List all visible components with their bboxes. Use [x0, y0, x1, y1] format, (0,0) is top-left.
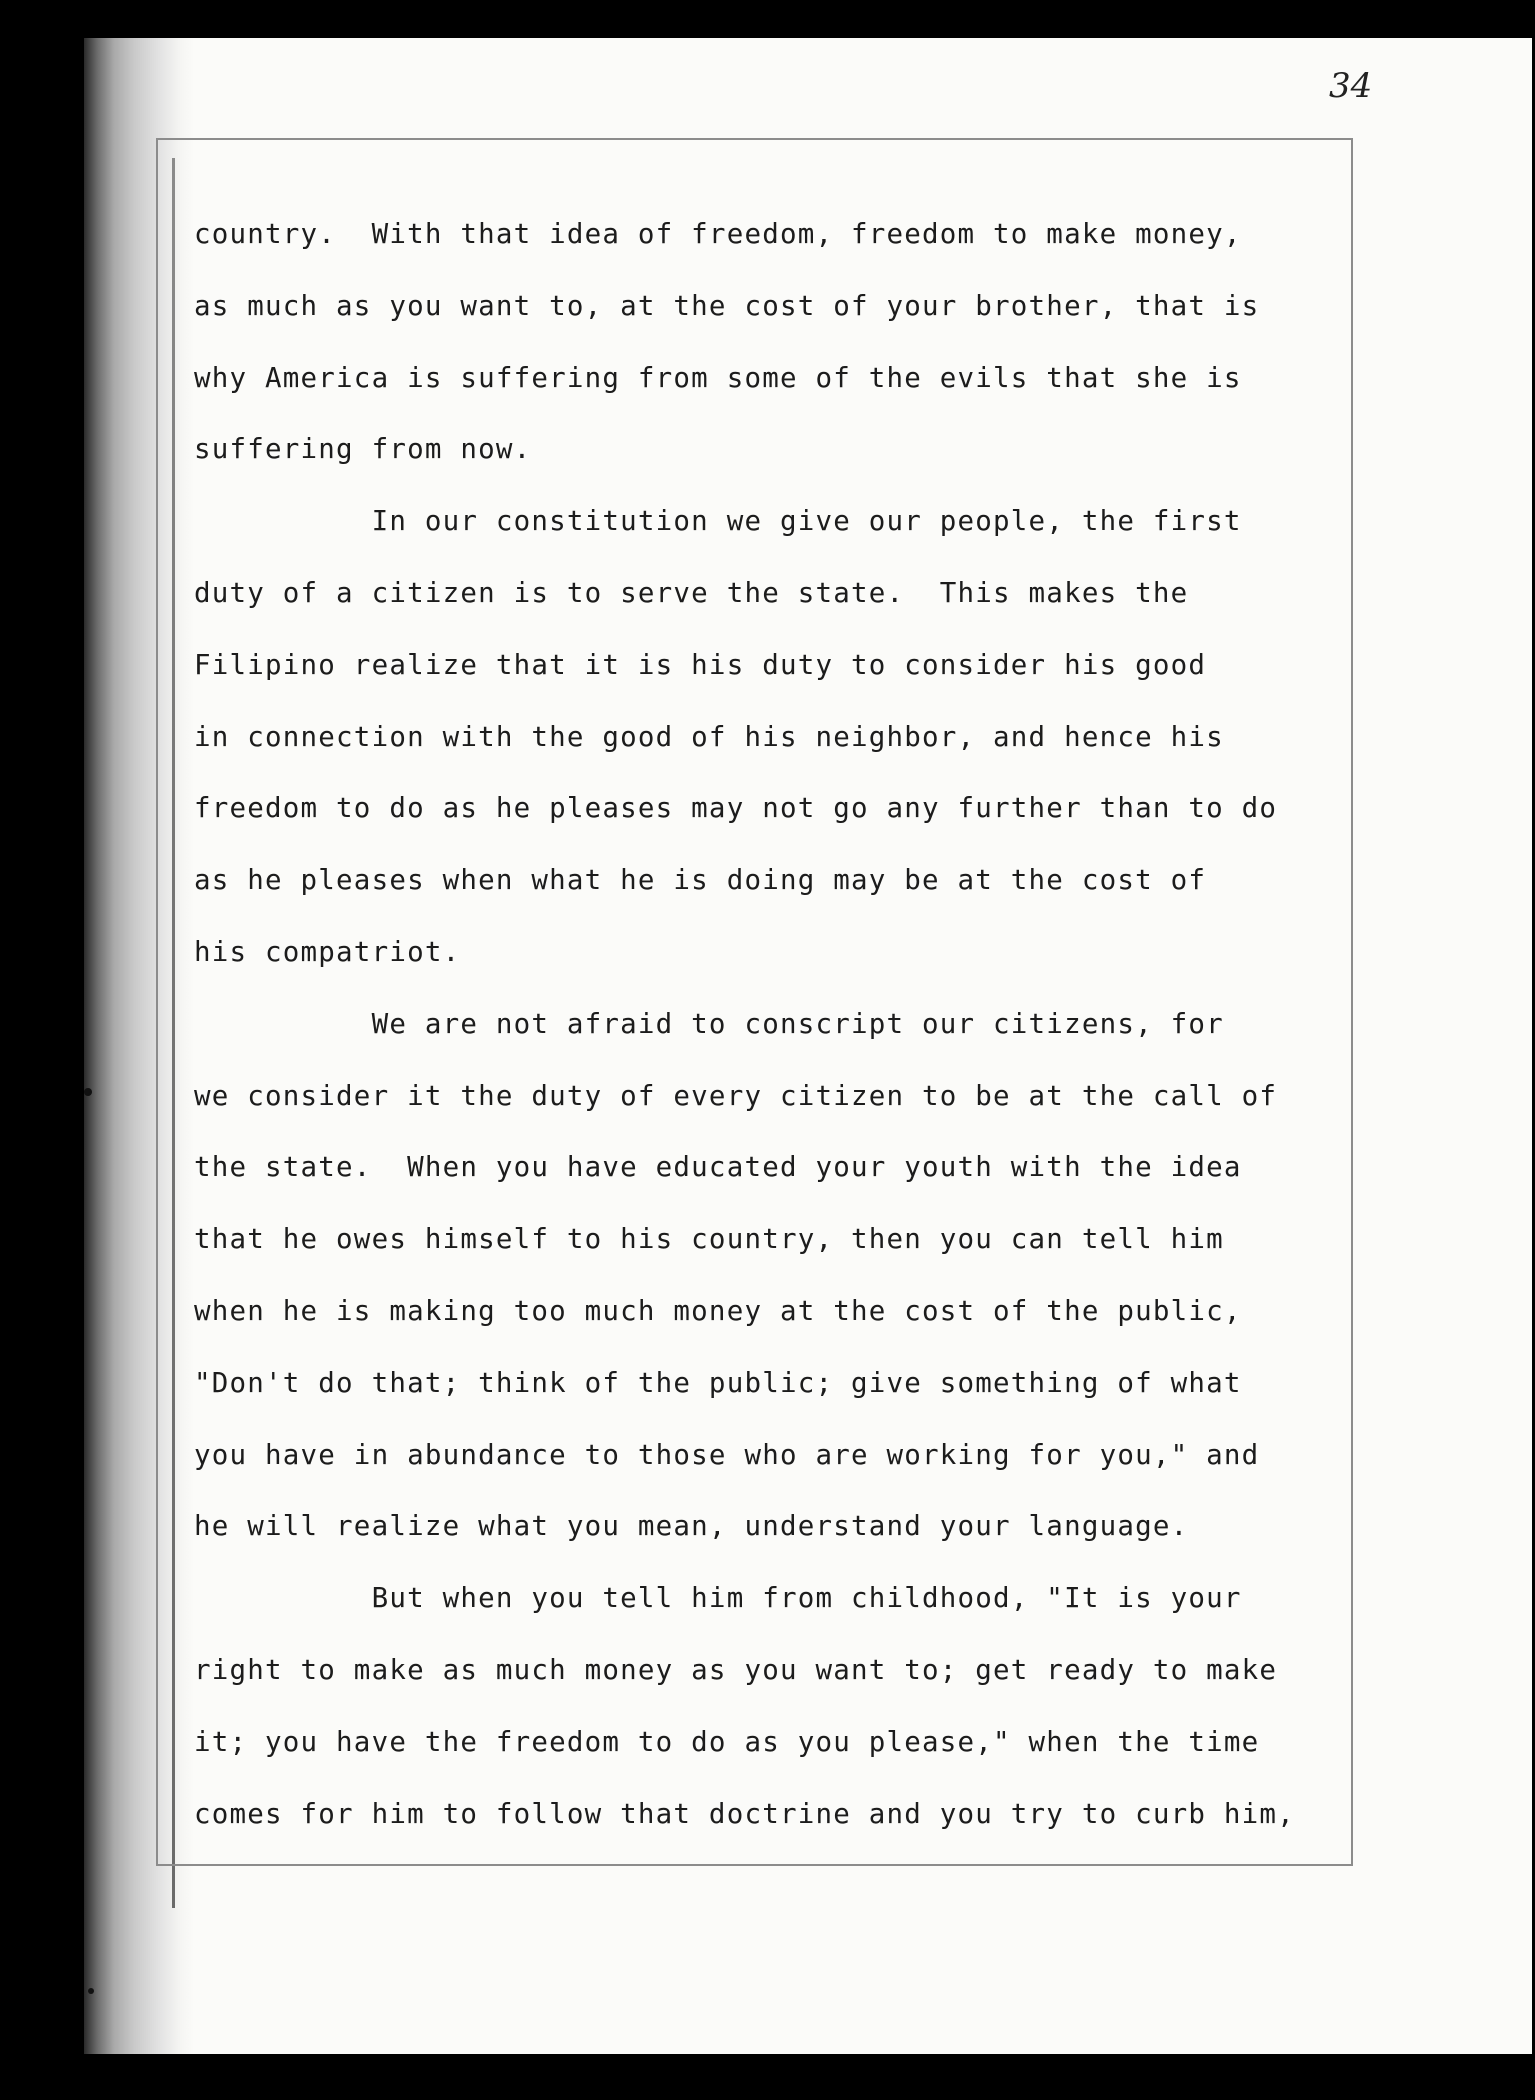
- text-line: In our constitution we give our people, the first: [194, 505, 1242, 538]
- text-line: when he is making too much money at the cost of the public,: [194, 1294, 1242, 1327]
- text-line: duty of a citizen is to serve the state. This makes the: [194, 576, 1189, 609]
- scan-speck: [88, 1988, 94, 1994]
- text-line: you have in abundance to those who are working for you," and: [194, 1438, 1260, 1471]
- text-line: his compatriot.: [194, 935, 461, 968]
- text-line: as much as you want to, at the cost of your brother, that is: [194, 289, 1260, 322]
- text-line: Filipino realize that it is his duty to consider his good: [194, 648, 1207, 681]
- page-number: 34: [1329, 66, 1373, 106]
- text-line: But when you tell him from childhood, "It is your: [194, 1582, 1242, 1615]
- text-line: right to make as much money as you want to; get ready to make: [194, 1653, 1278, 1686]
- text-line: as he pleases when what he is doing may be at the cost of: [194, 864, 1207, 897]
- text-line: comes for him to follow that doctrine and you try to curb him,: [194, 1797, 1295, 1830]
- text-line: that he owes himself to his country, then you can tell him: [194, 1223, 1224, 1256]
- text-line: freedom to do as he pleases may not go any further than to do: [194, 792, 1278, 825]
- text-line: country. With that idea of freedom, freedom to make money,: [194, 218, 1242, 250]
- scan-speck: [84, 1088, 92, 1096]
- text-line: suffering from now.: [194, 433, 532, 466]
- text-line: it; you have the freedom to do as you please," when the time: [194, 1725, 1260, 1758]
- typed-page: [84, 38, 1532, 2054]
- text-line: he will realize what you mean, understand your language.: [194, 1510, 1189, 1543]
- text-line: we consider it the duty of every citizen to be at the call of: [194, 1079, 1278, 1112]
- text-line: why America is suffering from some of the evils that she is: [194, 361, 1242, 394]
- text-line: "Don't do that; think of the public; give something of what: [194, 1366, 1242, 1399]
- text-line: We are not afraid to conscript our citizens, for: [194, 1007, 1224, 1040]
- text-line: in connection with the good of his neighbor, and hence his: [194, 720, 1224, 753]
- text-line: the state. When you have educated your youth with the idea: [194, 1151, 1242, 1184]
- body-text: [194, 218, 1364, 1869]
